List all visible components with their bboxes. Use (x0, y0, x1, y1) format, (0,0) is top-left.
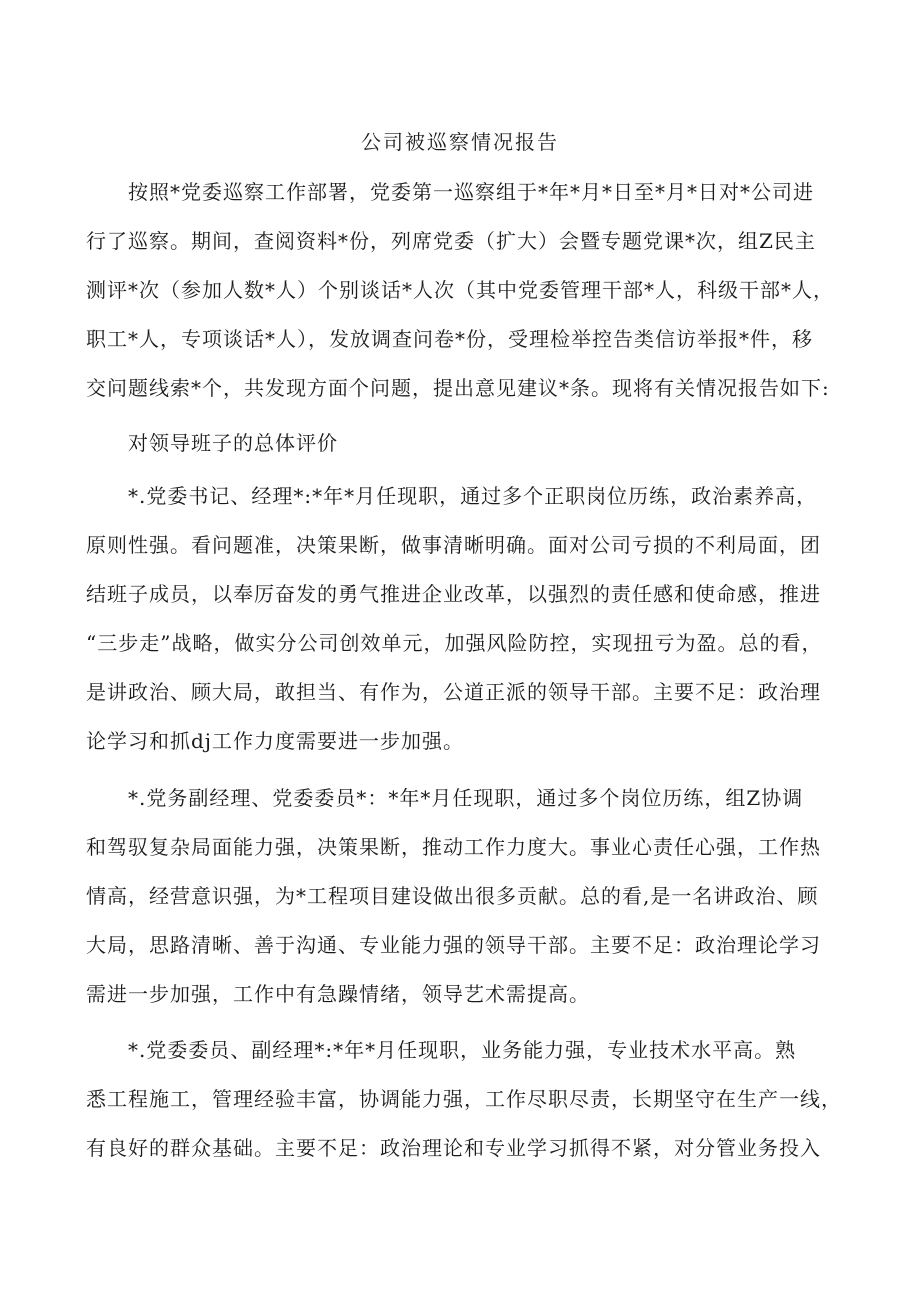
paragraph-deputy-party (86, 774, 846, 1019)
paragraph-line: 悉工程施工，管理经验丰富，协调能力强，工作尽职尽责，长期坚守在生产一线， (86, 1087, 842, 1111)
paragraph-line: 有良好的群众基础。主要不足：政治理论和专业学习抓得不紧，对分管业务投入 (86, 1136, 821, 1160)
paragraph-line: 是讲政治、顾大局，敢担当、有作为，公道正派的领导干部。主要不足：政治理 (86, 680, 821, 704)
paragraph-line: 原则性强。看问题准，决策果断，做事清晰明确。面对公司亏损的不利局面，团 (86, 533, 821, 557)
paragraph-line: *.党务副经理、党委委员*：*年*月任现职，通过多个岗位历练，组Z协调 (128, 786, 804, 810)
section-heading (86, 419, 846, 468)
paragraph-line: *.党委书记、经理*:*年*月任现职，通过多个正职岗位历练，政治素养高， (128, 484, 818, 508)
paragraph-line: 结班子成员，以奉厉奋发的勇气推进企业改革，以强烈的责任感和使命感，推进 (86, 582, 821, 606)
paragraph-line: “三步走”战略，做实分公司创效单元，加强风险防控，实现扭亏为盈。总的看， (86, 631, 823, 655)
paragraph-line: 行了巡察。期间，查阅资料*份，列席党委（扩大）会暨专题党课*次，组Z民主 (86, 229, 816, 253)
paragraph-intro (86, 168, 846, 413)
paragraph-line: 大局，思路清晰、善于沟通、专业能力强的领导干部。主要不足：政治理论学习 (86, 933, 821, 957)
paragraph-line: 测评*次（参加人数*人）个别谈话*人次（其中党委管理干部*人，科级干部*人， (86, 278, 834, 302)
paragraph-line: 和驾驭复杂局面能力强，决策果断，推动工作力度大。事业心责任心强，工作热 (86, 835, 821, 859)
section-heading-text: 对领导班子的总体评价 (128, 431, 338, 455)
paragraph-line: 职工*人，专项谈话*人），发放调查问卷*份，受理检举控告类信访举报*件，移 (86, 327, 813, 351)
document-title: 公司被巡察情况报告 (361, 130, 559, 154)
paragraph-deputy-ops (86, 1026, 846, 1173)
paragraph-line: *.党委委员、副经理*:*年*月任现职，业务能力强，专业技术水平高。熟 (128, 1038, 797, 1062)
paragraph-line: 按照*党委巡察工作部署，党委第一巡察组于*年*月*日至*月*日对*公司进 (128, 180, 814, 204)
paragraph-line: 交问题线索*个，共发现方面个问题，提出意见建议*条。现将有关情况报告如下: (86, 376, 830, 400)
paragraph-line: 情高，经营意识强，为*工程项目建设做出很多贡献。总的看,是一名讲政治、顾 (86, 884, 819, 908)
paragraph-line: 需进一步加强，工作中有急躁情绪，领导艺术需提高。 (86, 982, 590, 1006)
paragraph-line: 论学习和抓dj工作力度需要进一步加强。 (86, 729, 465, 753)
paragraph-secretary (86, 472, 846, 766)
